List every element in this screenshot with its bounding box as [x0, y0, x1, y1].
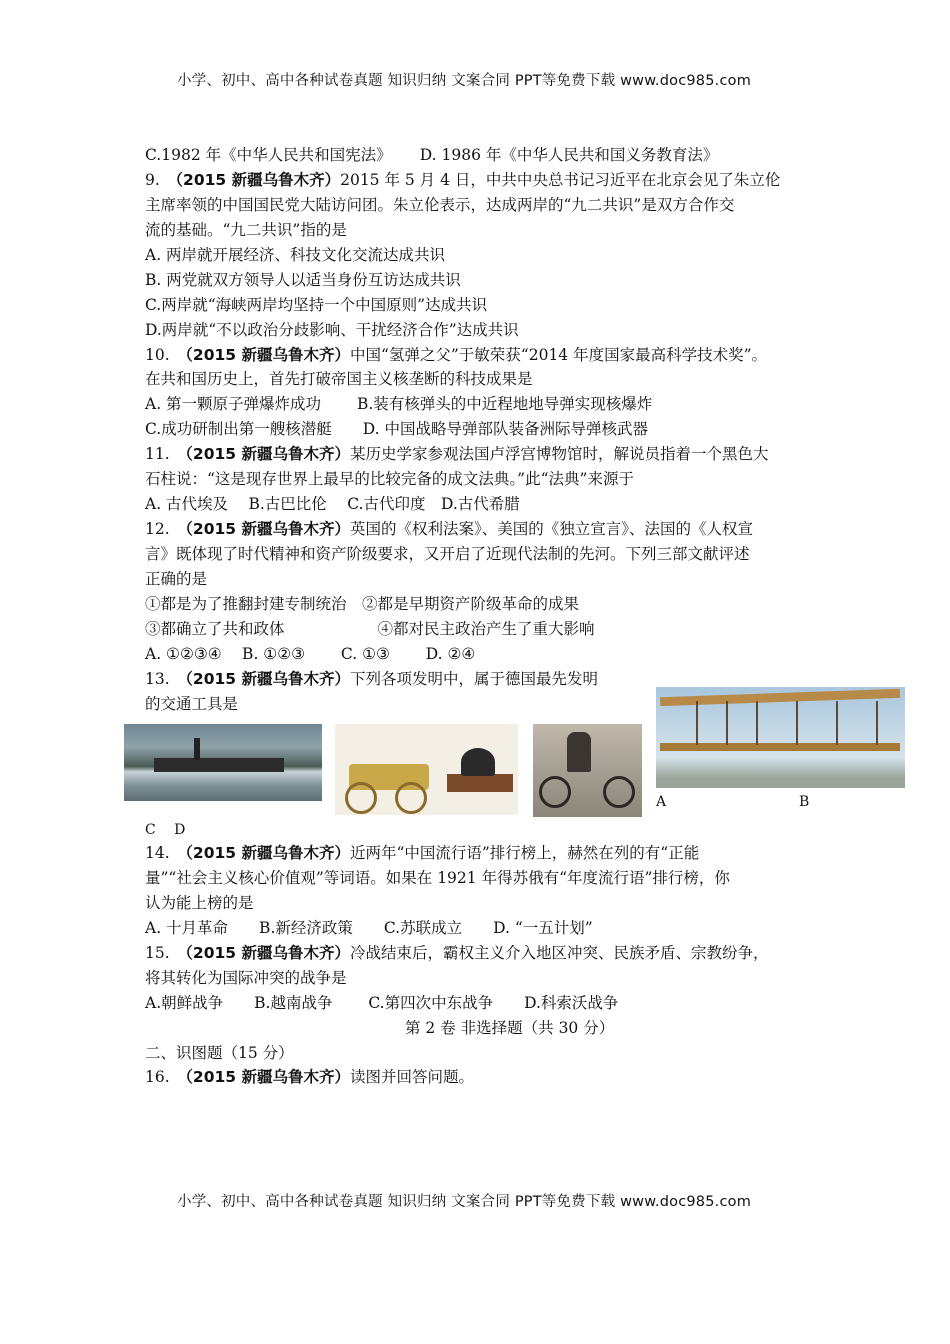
page-header: 小学、初中、高中各种试卷真题 知识归纳 文案合同 PPT等免费下载 www.doc985.com: [177, 73, 752, 89]
text-line: [145, 916, 825, 941]
line-text: A. 十月革命 B.新经济政策 C.苏联成立 D. “一五计划”: [145, 918, 593, 937]
line-text: 量”“社会主义核心价值观”等词语。如果在 1921 年得苏俄有“年度流行语”排行榜，你: [145, 868, 730, 887]
text-line: [145, 293, 825, 318]
image-label-c-d: C D: [145, 822, 186, 838]
text-line: [145, 492, 825, 517]
line-text: 读图并回答问题。: [349, 1068, 474, 1087]
line-text: A. 古代埃及 B.古巴比伦 C.古代印度 D.古代希腊: [145, 495, 520, 514]
line-text: A. ①②③④ B. ①②③ C. ①③ D. ②④: [145, 644, 476, 663]
line-text: 第 2 卷 非选择题（共 30 分）: [405, 1018, 615, 1037]
line-text: 冷战结束后，霸权主义介入地区冲突、民族矛盾、宗教纷争，: [349, 943, 769, 962]
question-number: 11.: [145, 445, 186, 464]
text-line: [145, 542, 825, 567]
line-text: 的交通工具是: [145, 694, 239, 713]
question-number: 13.: [145, 669, 186, 688]
line-text: 下列各项发明中，属于德国最先发明: [349, 669, 598, 688]
text-line: [145, 1041, 825, 1066]
text-line: [145, 268, 825, 293]
question-number: 15.: [145, 943, 186, 962]
line-text: 主席率领的中国国民党大陆访问团。朱立伦表示，达成两岸的“九二共识”是双方合作交: [145, 195, 735, 214]
text-line: [145, 991, 825, 1016]
line-text: ①都是为了推翻封建专制统治 ②都是早期资产阶级革命的成果: [145, 594, 580, 613]
question-number: 12.: [145, 520, 186, 539]
text-line: [145, 442, 825, 467]
airplane-image: [656, 687, 905, 788]
line-text: C.1982 年《中华人民共和国宪法》 D. 1986 年《中华人民共和国义务教育法》: [145, 146, 719, 164]
question-source: （2015 新疆乌鲁木齐）: [185, 345, 350, 364]
line-text: 中国“氢弹之父”于敏荣获“2014 年度国家最高科学技术奖”。: [349, 345, 768, 364]
text-line: [145, 966, 825, 991]
section-heading: [145, 1016, 825, 1041]
question-source: （2015 新疆乌鲁木齐）: [175, 170, 341, 189]
question-number: 14.: [145, 844, 186, 862]
line-text: 2015 年 5 月 4 日，中共中央总书记习近平在北京会见了朱立伦: [340, 170, 781, 189]
text-line: [145, 318, 825, 343]
text-line: [145, 467, 825, 492]
text-line: [145, 243, 825, 268]
line-text: 近两年“中国流行语”排行榜上，赫然在列的有“正能: [349, 844, 700, 862]
text-line: [145, 193, 825, 218]
line-text: A.朝鲜战争 B.越南战争 C.第四次中东战争 D.科索沃战争: [145, 993, 619, 1012]
question-source: （2015 新疆乌鲁木齐）: [185, 669, 350, 688]
text-line: [145, 343, 825, 368]
question-source: （2015 新疆乌鲁木齐）: [185, 520, 350, 539]
text-line: [145, 567, 825, 592]
line-text: 言》既体现了时代精神和资产阶级要求，又开启了近现代法制的先河。下列三部文献评述: [145, 545, 750, 563]
question-number: 9.: [145, 170, 176, 189]
text-line: [145, 367, 825, 392]
question-source: （2015 新疆乌鲁木齐）: [185, 1068, 350, 1087]
line-text: A. 第一颗原子弹爆炸成功 B.装有核弹头的中近程地地导弹实现核爆炸: [145, 395, 653, 414]
text-line: [145, 941, 825, 966]
text-line: [145, 866, 825, 891]
image-label-b: B: [799, 794, 810, 810]
text-line: [145, 143, 825, 168]
line-text: 认为能上榜的是: [145, 893, 254, 912]
text-line: [145, 592, 825, 617]
text-line: [145, 218, 825, 243]
question-source: （2015 新疆乌鲁木齐）: [185, 445, 350, 464]
line-text: 在共和国历史上，首先打破帝国主义核垄断的科技成果是: [145, 370, 533, 389]
text-line: [145, 517, 825, 542]
automobile-image: [533, 724, 642, 817]
question-source: （2015 新疆乌鲁木齐）: [185, 943, 350, 962]
line-text: D.两岸就“不以政治分歧影响、干扰经济合作”达成共识: [145, 320, 519, 339]
question-number: 16.: [145, 1068, 186, 1087]
page-footer: 小学、初中、高中各种试卷真题 知识归纳 文案合同 PPT等免费下载 www.doc985.com: [177, 1194, 752, 1210]
steamboat-image: [124, 724, 322, 801]
line-text: ③都确立了共和政体 ④都对民主政治产生了重大影响: [145, 619, 595, 638]
line-text: 某历史学家参观法国卢浮宫博物馆时，解说员指着一个黑色大: [349, 445, 769, 464]
line-text: 将其转化为国际冲突的战争是: [145, 968, 347, 987]
line-text: B. 两党就双方领导人以适当身份互访达成共识: [145, 270, 461, 289]
text-line: [145, 617, 825, 642]
line-text: C.两岸就“海峡两岸均坚持一个中国原则”达成共识: [145, 295, 488, 314]
text-line: [145, 168, 825, 193]
text-line: [145, 1065, 825, 1090]
question-source: （2015 新疆乌鲁木齐）: [185, 844, 350, 862]
line-text: 二、识图题（15 分）: [145, 1043, 294, 1062]
questions-block-2: [145, 841, 825, 1090]
line-text: 流的基础。“九二共识”指的是: [145, 220, 347, 239]
line-text: 英国的《权利法案》、美国的《独立宣言》、法国的《人权宣: [349, 520, 753, 539]
locomotive-image: [335, 724, 518, 815]
text-line: [145, 417, 825, 442]
text-line: [145, 841, 825, 866]
questions-block-1: [145, 143, 825, 717]
text-line: [145, 642, 825, 667]
line-text: C.成功研制出第一艘核潜艇 D. 中国战略导弹部队装备洲际导弹核武器: [145, 420, 648, 439]
text-line: [145, 891, 825, 916]
text-line: [145, 392, 825, 417]
line-text: 石柱说：“这是现存世界上最早的比较完备的成文法典。”此“法典”来源于: [145, 470, 634, 489]
image-label-a: A: [656, 794, 667, 810]
line-text: A. 两岸就开展经济、科技文化交流达成共识: [145, 245, 446, 264]
line-text: 正确的是: [145, 569, 208, 588]
question-number: 10.: [145, 345, 186, 364]
